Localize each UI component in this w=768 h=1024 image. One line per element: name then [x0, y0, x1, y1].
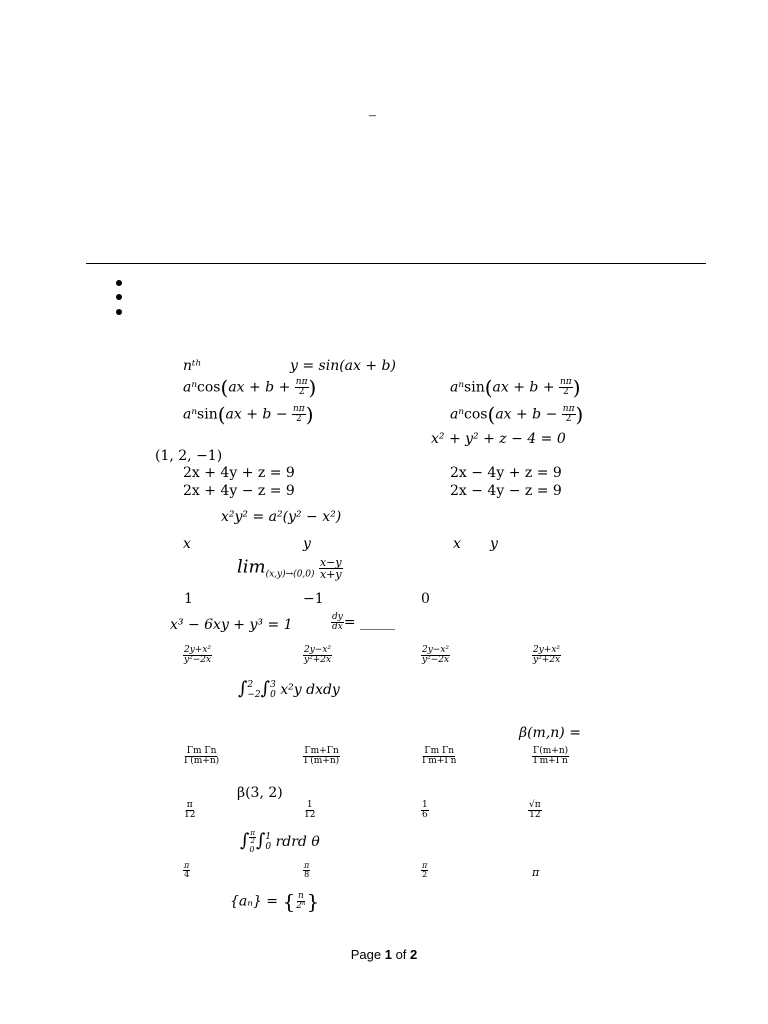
header-dash: –	[369, 108, 376, 123]
polar-integral: ∫ $\frac{\pi}{2}$ 0 ∫ 1 0 rdrd θ	[240, 829, 320, 854]
option-a: 1	[184, 591, 193, 607]
surface-equation: x² + y² + z − 4 = 0	[431, 431, 566, 447]
option-c: $\frac{\text{2y−x²}}{\text{y²−2x}}$	[422, 645, 450, 665]
option-a: $\frac{\pi}{4}$	[184, 861, 190, 879]
option-b: −1	[303, 591, 324, 607]
option-d: π	[532, 866, 540, 879]
option-a: 2x + 4y + z = 9	[183, 465, 295, 481]
option-a: x	[183, 536, 191, 552]
beta-label: β(m,n) =	[519, 725, 581, 741]
surface-point: (1, 2, −1)	[155, 448, 223, 464]
option-b: $\frac{1}{12}$	[304, 800, 316, 820]
implicit-equation: x³ − 6xy + y³ = 1	[170, 617, 293, 633]
option-b: aⁿsin(ax + b + $\frac{n\pi}{2}$ )	[450, 375, 581, 400]
section-divider	[86, 263, 706, 264]
option-c: aⁿsin(ax + b − $\frac{n\pi}{2}$ )	[183, 402, 314, 427]
option-b: $\frac{\pi}{8}$	[304, 861, 310, 879]
double-integral: ∫ 2 −2 ∫ 3 0 x²y dxdy	[238, 678, 340, 700]
beta-value-label: β(3, 2)	[237, 785, 283, 801]
option-c: 0	[421, 591, 430, 607]
sequence-expression: {aₙ} = { $\frac{n}{\text{2ⁿ}}$ }	[230, 889, 320, 914]
option-b: $\frac{\text{2y−x²}}{\text{y²+2x}}$	[304, 645, 332, 665]
bullet	[116, 294, 122, 300]
option-d: aⁿcos(ax + b − $\frac{n\pi}{2}$ )	[450, 402, 584, 427]
option-d: $\frac{√\pi}{12}$	[529, 800, 541, 820]
page-footer: Page 1 of 2	[350, 947, 418, 962]
curve-equation: x²y² = a²(y² − x²)	[221, 509, 342, 525]
option-d: 2x − 4y − z = 9	[450, 483, 562, 499]
option-c: x	[453, 536, 461, 552]
option-b: $\frac{\Gamma m+\Gamma n}{\Gamma(m+n)}$	[304, 746, 340, 766]
bullet	[116, 309, 122, 315]
option-d: $\frac{\text{2y+x²}}{\text{y²+2x}}$	[533, 645, 561, 665]
option-c: $\frac{\text{Γm Γn}}{\Gamma m+\Gamma n}$	[422, 746, 457, 766]
option-a: $\frac{\text{Γm Γn}}{\Gamma(m+n)}$	[184, 746, 220, 766]
option-b: 2x − 4y + z = 9	[450, 465, 562, 481]
option-c: 2x + 4y − z = 9	[183, 483, 295, 499]
option-d: $\frac{\Gamma(m+n)}{\Gamma m+\Gamma n}$	[533, 746, 569, 766]
option-a: aⁿcos(ax + b + $\frac{n\pi}{2}$ )	[183, 375, 317, 400]
option-c: $\frac{\pi}{2}$	[422, 861, 428, 879]
nth-label: nᵗʰ	[183, 358, 202, 374]
limit-expression: $\lim_{(x,y)\to(0,0)}$ $\frac{x-y}{x+y}$	[237, 556, 342, 581]
derivative-blank: $\frac{dy}{dx}$ = _____	[332, 612, 396, 632]
option-a: $\frac{\text{2y+x²}}{\text{y²−2x}}$	[184, 645, 212, 665]
bullet	[116, 280, 122, 286]
nth-function: y = sin(ax + b)	[290, 358, 396, 374]
option-c: $\frac{1}{6}$	[422, 800, 428, 820]
option-b: y	[303, 536, 311, 552]
option-a: $\frac{\pi}{12}$	[184, 800, 196, 820]
option-d: y	[490, 536, 498, 552]
